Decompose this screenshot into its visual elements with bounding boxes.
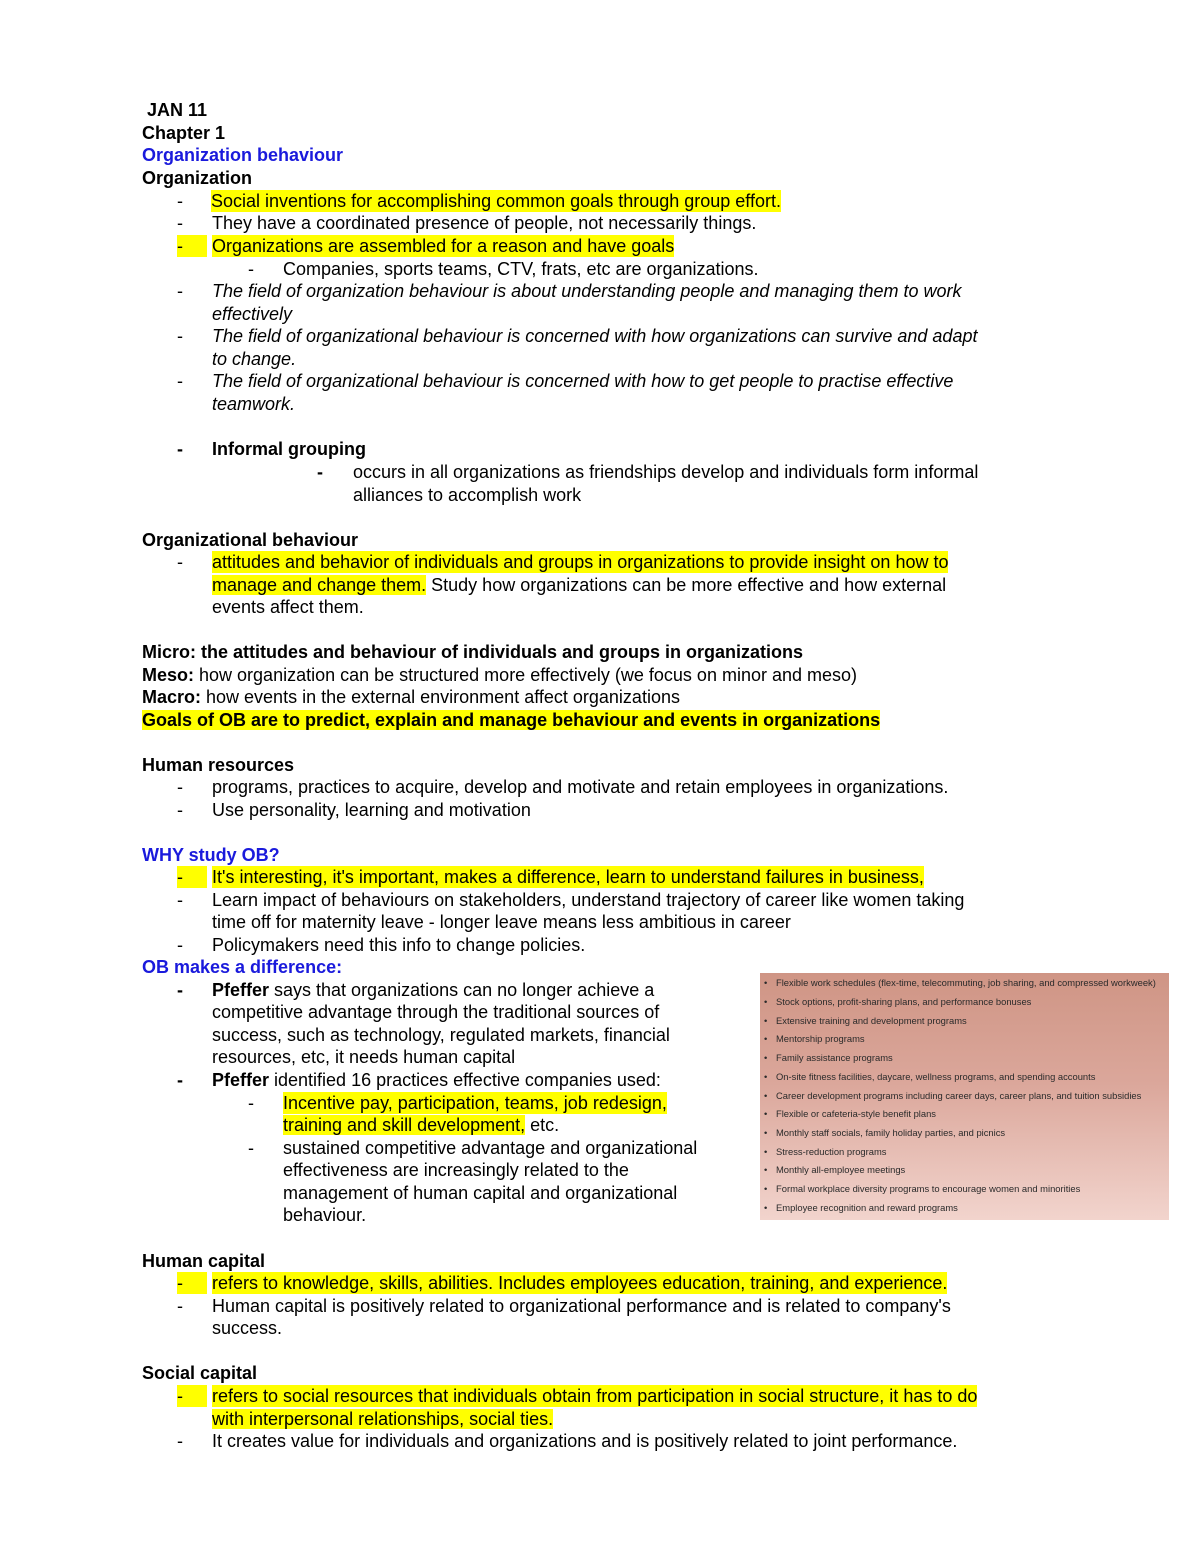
org-behaviour-heading: Organizational behaviour <box>142 530 359 550</box>
macro-definition: Macro: how events in the external environment affect organizations <box>142 687 680 707</box>
list-item-continuation: manage and change them. Study how organizations can be more effective and how external <box>212 575 947 595</box>
meso-definition: Meso: how organization can be structured more effectively (we focus on minor and meso) <box>142 665 858 685</box>
micro-definition: Micro: the attitudes and behaviour of individuals and groups in organizations <box>142 642 804 662</box>
organization-heading: Organization <box>142 168 253 188</box>
list-item-continuation: management of human capital and organizational <box>283 1183 678 1203</box>
list-item-continuation: effectiveness are increasingly related to the <box>283 1160 629 1180</box>
document-page: JAN 11 Chapter 1 Organization behaviour Organization - Social inventions for accomplishing common goals through group effort. - They have a coordinated presence of people, not necessarily things. - Organizations are assembled for a reason and have goals - Companies, sports teams, CTV, frats, etc are organizations. - The field of organization behaviour is about understanding people and managing them to work effectively - The field of organizational behaviour is concerned with how organizations can survive and adapt to change. - The field of organizational behaviour is concerned with how to get people to practise effective teamwork. - Informal grouping - occurs in all organizations as friendships develop and individuals form informal alliances to accomplish work Organizational behaviour - attitudes and behavior of individuals and groups in organizations to provide insight on how to manage and change them. Study how organizations can be more effective and how external events affect them. Micro: the attitudes and behaviour of individuals and groups in organizations Meso: how organization can be structured more effectively (we focus on minor and meso) Macro: how events in the external environment affect organizations Goals of OB are to predict, explain and manage behaviour and events in organizations Human resources - programs, practices to acquire, develop and motivate and retain employees in organizations. - Use personality, learning and motivation WHY study OB? - It's interesting, it's important, makes a difference, learn to understand failures in business, - Learn impact of behaviours on stakeholders, understand trajectory of career like women taking time off for maternity leave - longer leave means less ambitious in career - Policymakers need this info to change policies. OB makes a difference: - Pfeffer says that organizations can no longer achieve a competitive advantage through the traditional sources of success, such as technology, regulated markets, financial resources, etc, it needs human capital - Pfeffer identified 16 practices effective companies used: - Incentive pay, participation, teams, job redesign, training and skill development, etc. - sustained competitive advantage and organizational effectiveness are increasingly related to the management of human capital and organizational behaviour. • Flexible work schedules (flex-time, telecommuting, job sharing, and compressed workweek) • Stock options, profit-sharing plans, and performance bonuses • Extensive training and development programs • Mentorship programs • Family assistance programs • On-site fitness facilities, daycare, wellness programs, and spending accounts • Career development programs including career days, career plans, and tuition subsidies • Flexible or cafeteria-style benefit plans • Monthly staff socials, family holiday parties, and picnics • Stress-reduction programs • Monthly all-employee meetings • Formal workplace diversity programs to encourage women and minorities • Employee recognition and reward programs Human capital - refers to knowledge, skills, abilities. Includes employees education, training, and experience. - Human capital is positively related to organizational performance and is related to company's success. Social capital - refers to social resources that individuals obtain from participation in social structure, it has to do with interpersonal relationships, social ties. - It creates value for individuals and organizations and is positively related to joint performance. <box>0 0 1200 1553</box>
list-item-continuation: success, such as technology, regulated markets, financial <box>212 1025 670 1045</box>
list-item-continuation: success. <box>212 1318 283 1338</box>
list-item-continuation: resources, etc, it needs human capital <box>212 1047 516 1067</box>
human-resources-heading: Human resources <box>142 755 295 775</box>
list-item-continuation: behaviour. <box>283 1205 367 1225</box>
social-capital-heading: Social capital <box>142 1363 258 1383</box>
list-item-continuation: effectively <box>212 304 293 324</box>
list-item-continuation: teamwork. <box>212 394 296 414</box>
list-item-continuation: competitive advantage through the traditional sources of <box>212 1002 660 1022</box>
list-item-continuation: with interpersonal relationships, social ties. <box>212 1409 554 1429</box>
list-item-continuation: training and skill development, etc. <box>283 1115 560 1135</box>
why-study-heading: WHY study OB? <box>142 845 280 865</box>
practices-list-image: • Flexible work schedules (flex-time, telecommuting, job sharing, and compressed workweek) • Stock options, profit-sharing plans, and performance bonuses • Extensive training and development programs • Mentorship programs • Family assistance programs • On-site fitness facilities, daycare, wellness programs, and spending accounts • Career development programs including career days, career plans, and tuition subsidies • Flexible or cafeteria-style benefit plans • Monthly staff socials, family holiday parties, and picnics • Stress-reduction programs • Monthly all-employee meetings • Formal workplace diversity programs to encourage women and minorities • Employee recognition and reward programs <box>760 973 1169 1220</box>
human-capital-heading: Human capital <box>142 1251 266 1271</box>
chapter-heading: Chapter 1 <box>142 123 226 143</box>
date-heading: JAN 11 <box>147 100 208 120</box>
list-item-continuation: time off for maternity leave - longer leave means less ambitious in career <box>212 912 791 932</box>
list-item-continuation: alliances to accomplish work <box>353 485 582 505</box>
goals-statement: Goals of OB are to predict, explain and manage behaviour and events in organizations <box>142 710 881 730</box>
ob-difference-heading: OB makes a difference: <box>142 957 343 977</box>
list-item-continuation: to change. <box>212 349 297 369</box>
topic-heading: Organization behaviour <box>142 145 344 165</box>
list-item-continuation: events affect them. <box>212 597 364 617</box>
